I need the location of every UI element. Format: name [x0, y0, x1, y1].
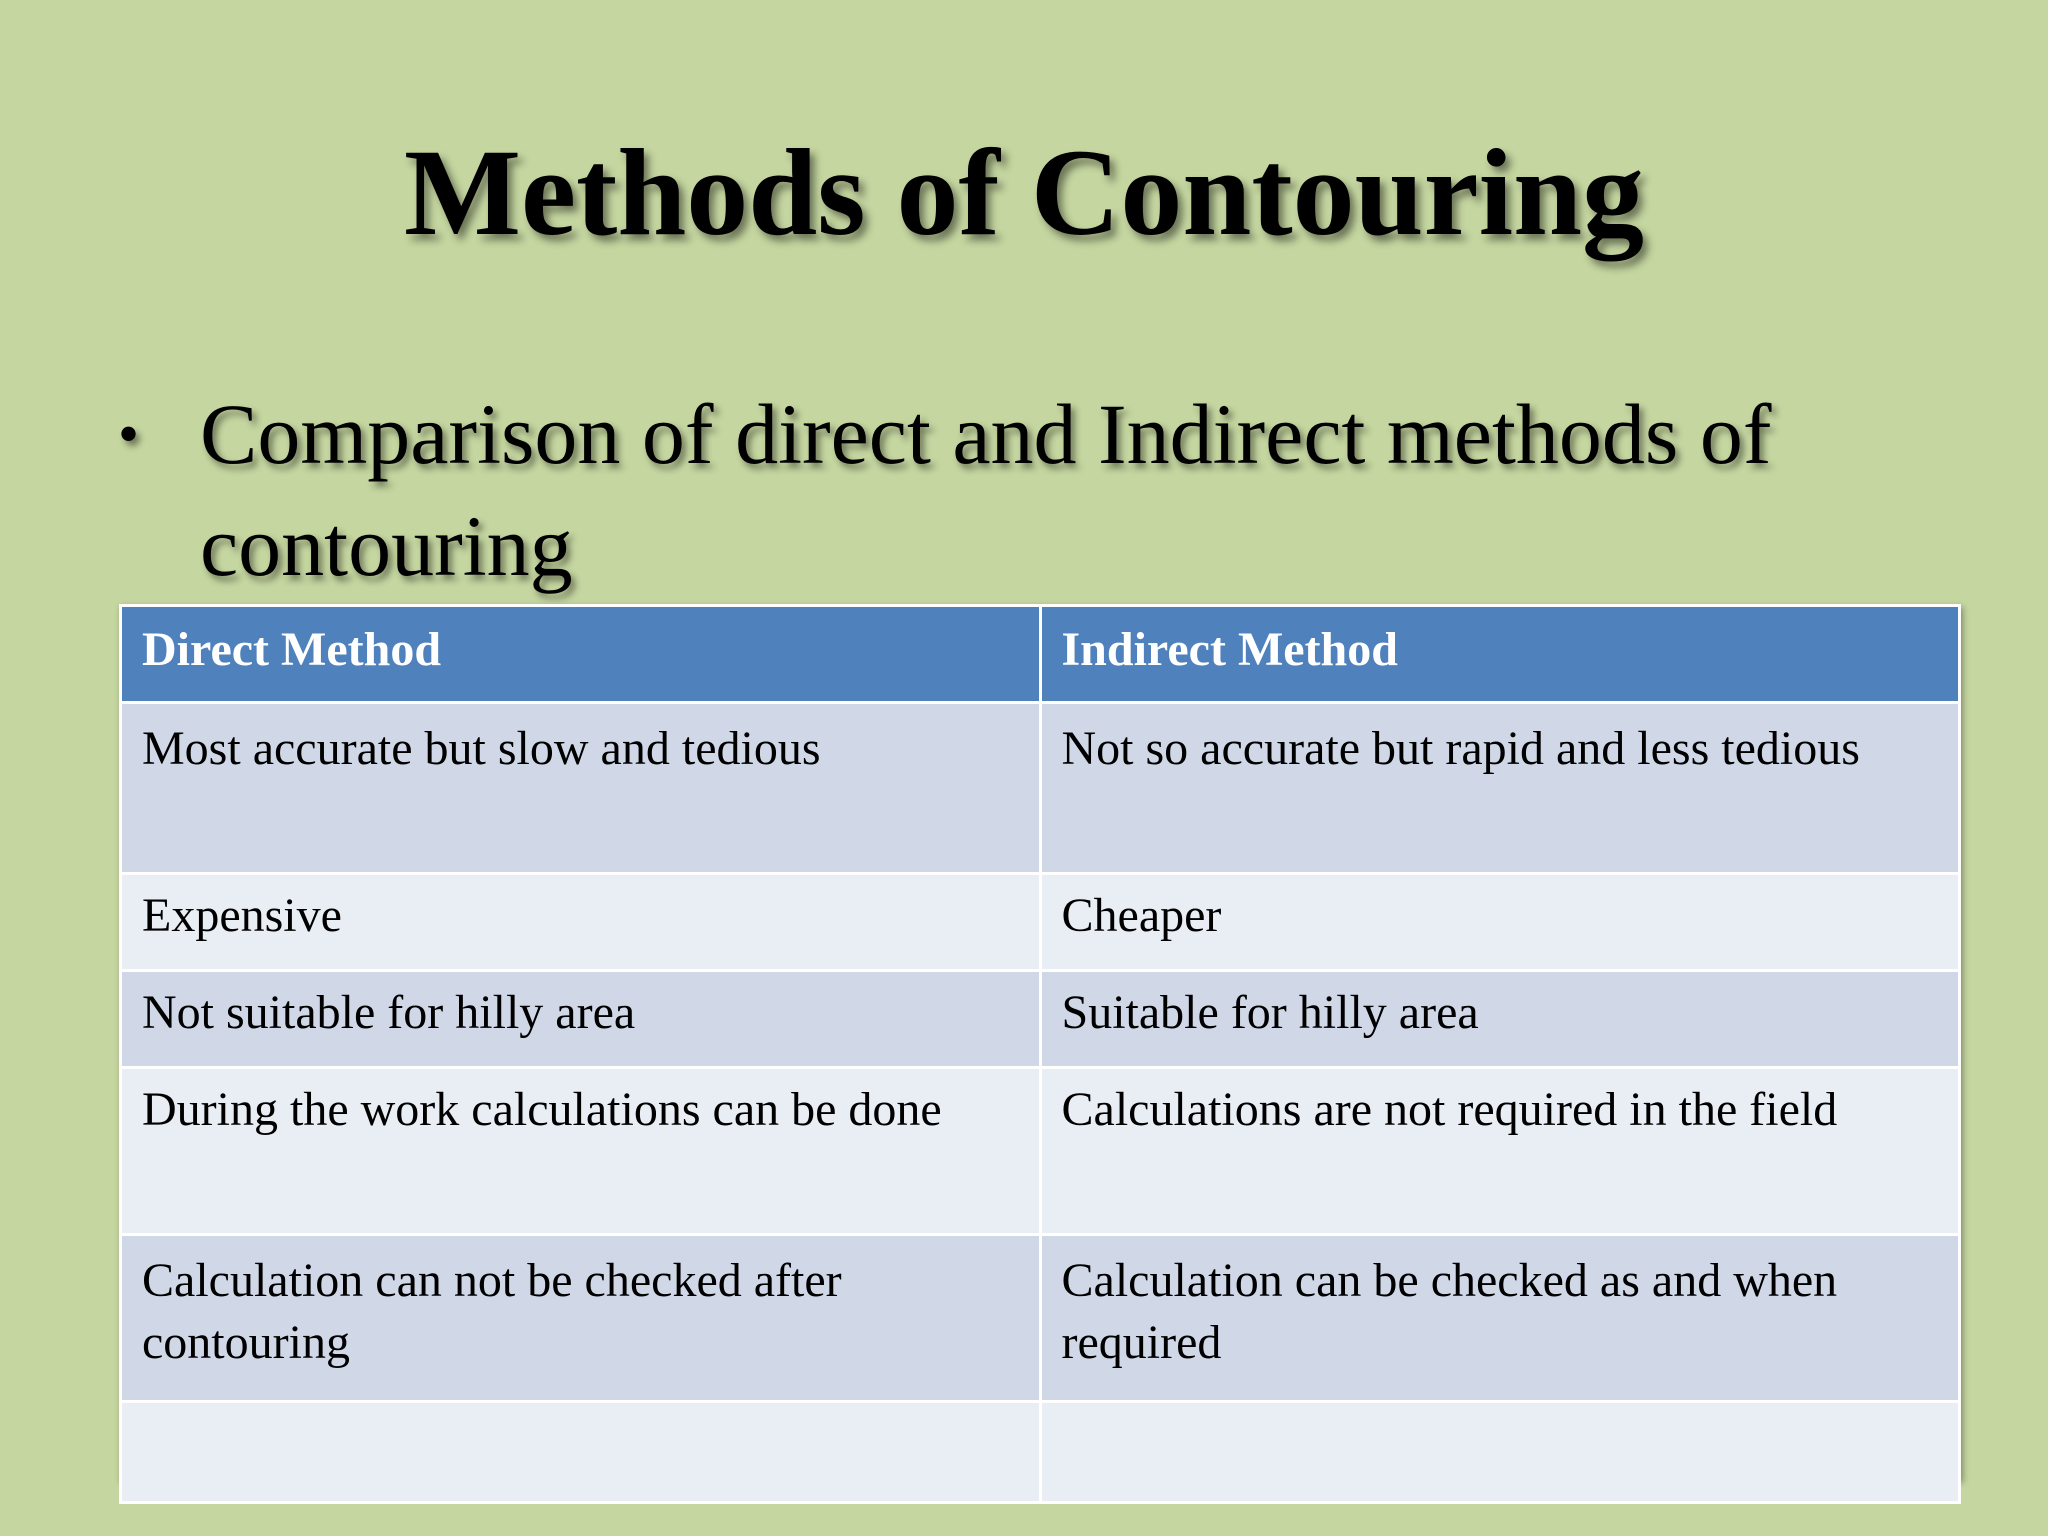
table-cell-direct [121, 1402, 1041, 1503]
table-cell-direct: Calculation can not be checked after contouring [121, 1235, 1041, 1402]
comparison-table [119, 604, 1961, 1480]
table-cell-indirect [1040, 1402, 1960, 1503]
table-cell-direct: Most accurate but slow and tedious [121, 703, 1041, 874]
slide-title: Methods of Contouring [403, 124, 1645, 261]
bullet-dot-icon: • [118, 401, 140, 467]
table-row-empty [121, 1402, 1960, 1503]
table-cell-indirect: Calculations are not required in the field [1040, 1068, 1960, 1235]
table-cell-indirect: Cheaper [1040, 874, 1960, 971]
table-cell-direct: Expensive [121, 874, 1041, 971]
table-row [121, 703, 1960, 874]
header-direct-method: Direct Method [121, 606, 1041, 703]
table-cell-direct: During the work calculations can be done [121, 1068, 1041, 1235]
table-header-row [121, 606, 1960, 703]
bullet-text: Comparison of direct and Indirect methods of contouring [200, 386, 1772, 594]
table-cell-indirect: Suitable for hilly area [1040, 971, 1960, 1068]
table-row [121, 1235, 1960, 1402]
table-row [121, 1068, 1960, 1235]
table-cell-direct: Not suitable for hilly area [121, 971, 1041, 1068]
comparison-table-grid [119, 604, 1961, 1504]
table-cell-indirect: Not so accurate but rapid and less tedious [1040, 703, 1960, 874]
table-row [121, 874, 1960, 971]
table-row [121, 971, 1960, 1068]
table-cell-indirect: Calculation can be checked as and when required [1040, 1235, 1960, 1402]
header-indirect-method: Indirect Method [1040, 606, 1960, 703]
